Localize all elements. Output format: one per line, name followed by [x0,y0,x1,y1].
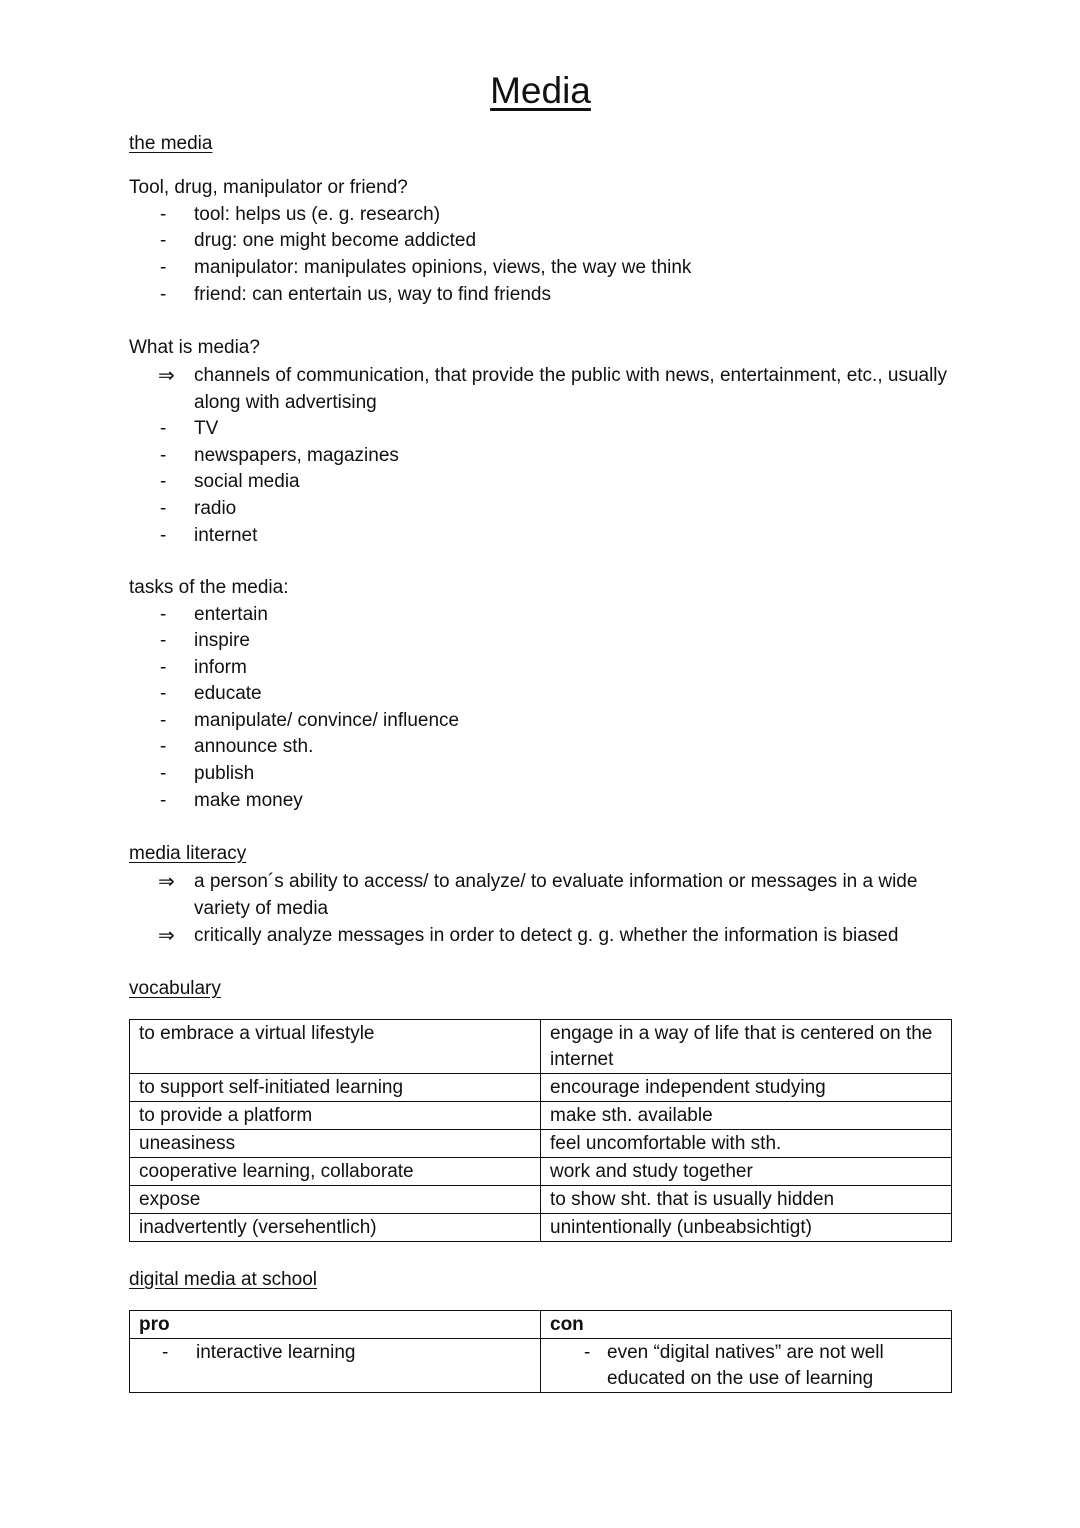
term-cell: uneasiness [130,1130,541,1158]
definition-cell: unintentionally (unbeabsichtigt) [541,1214,952,1242]
dash-marker: - [160,683,167,704]
dash-marker: - [160,630,167,651]
pro-cell [130,1339,541,1393]
list-item: - interactive learning [130,1340,531,1366]
dash-marker: - [160,445,167,466]
dash-marker: - [160,284,167,305]
dash-marker: - [160,604,167,625]
heading-media-literacy: media literacy [129,843,247,864]
table-row [130,1186,952,1214]
dash-marker: - [160,204,167,225]
definition-cell: make sth. available [541,1102,952,1130]
term-cell: to embrace a virtual lifestyle [130,1020,541,1074]
heading-vocabulary: vocabulary [129,978,221,999]
dash-marker: - [160,790,167,811]
table-row [130,1158,952,1186]
dash-marker: - [160,498,167,519]
pro-header: pro [130,1311,541,1339]
list-item: - even “digital natives” are not well educated on the use of learning [584,1342,884,1389]
con-header: con [541,1311,952,1339]
dash-marker: - [160,763,167,784]
page-title: Media [490,70,591,111]
table-row [130,1339,952,1393]
dash-marker: - [162,1342,169,1363]
dash-marker: - [160,471,167,492]
heading-digital-media: digital media at school [129,1269,317,1290]
tasks-heading: tasks of the media: [129,577,289,598]
table-row [130,1074,952,1102]
pro-con-table [129,1310,952,1393]
dash-marker: - [160,418,167,439]
table-row [130,1214,952,1242]
question-text: Tool, drug, manipulator or friend? [129,177,408,198]
definition-cell: to show sht. that is usually hidden [541,1186,952,1214]
dash-marker: - [160,230,167,251]
term-cell: to support self-initiated learning [130,1074,541,1102]
what-is-media-heading: What is media? [129,337,260,358]
heading-the-media: the media [129,133,213,154]
definition-cell: feel uncomfortable with sth. [541,1130,952,1158]
table-header-row [130,1311,952,1339]
definition-cell: work and study together [541,1158,952,1186]
term-cell: inadvertently (versehentlich) [130,1214,541,1242]
definition-cell: engage in a way of life that is centered on the internet [541,1020,952,1074]
table-row [130,1102,952,1130]
arrow-icon: ⇒ [158,365,175,387]
dash-marker: - [160,525,167,546]
term-cell: to provide a platform [130,1102,541,1130]
dash-marker: - [160,657,167,678]
term-cell: expose [130,1186,541,1214]
dash-marker: - [584,1342,591,1363]
arrow-icon: ⇒ [158,871,175,893]
dash-marker: - [160,710,167,731]
arrow-icon: ⇒ [158,925,175,947]
dash-marker: - [160,736,167,757]
table-row [130,1020,952,1074]
term-cell: cooperative learning, collaborate [130,1158,541,1186]
vocabulary-table [129,1019,952,1242]
definition-cell: encourage independent studying [541,1074,952,1102]
con-cell [541,1339,952,1393]
table-row [130,1130,952,1158]
dash-marker: - [160,257,167,278]
